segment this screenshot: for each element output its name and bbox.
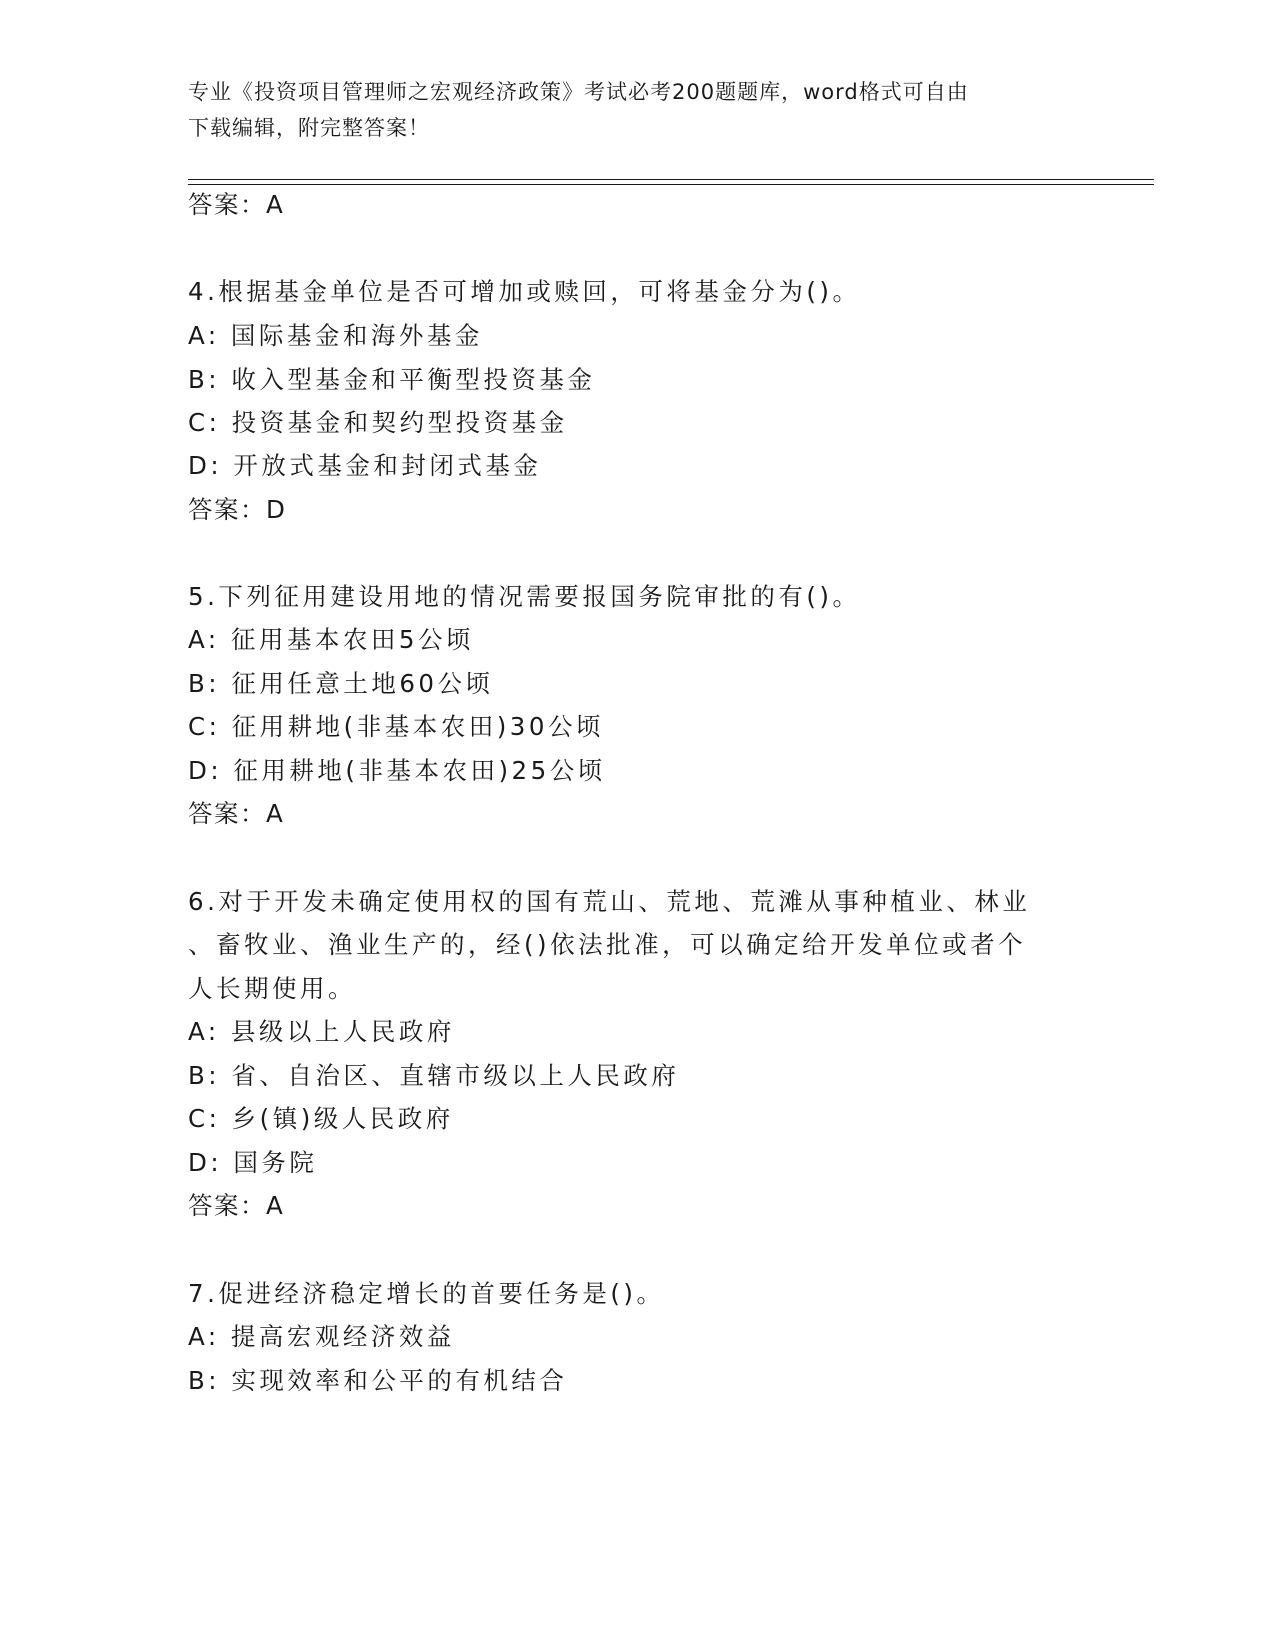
answer-label: 答案：D [188, 495, 287, 524]
header-divider-bottom [188, 184, 1154, 185]
question-stem-line-3: 人长期使用。 [188, 974, 356, 1003]
header-line-1: 专业《投资项目管理师之宏观经济政策》考试必考200题题库，word格式可自由 [188, 80, 969, 104]
question-stem: 7.促进经济稳定增长的首要任务是()。 [188, 1279, 665, 1308]
option-b: B: 征用任意土地60公顷 [188, 669, 494, 698]
question-stem: 4.根据基金单位是否可增加或赎回，可将基金分为()。 [188, 277, 861, 306]
option-b: B: 收入型基金和平衡型投资基金 [188, 365, 596, 394]
option-d: D: 开放式基金和封闭式基金 [188, 451, 542, 480]
option-a: A: 征用基本农田5公顷 [188, 625, 474, 654]
question-stem-line-2: 、畜牧业、渔业生产的，经()依法批准，可以确定给开发单位或者个 [188, 930, 1027, 959]
option-b: B: 实现效率和公平的有机结合 [188, 1366, 568, 1395]
option-b: B: 省、自治区、直辖市级以上人民政府 [188, 1061, 680, 1090]
header-divider-top [188, 179, 1154, 180]
answer-label: 答案：A [188, 190, 285, 219]
option-c: C: 投资基金和契约型投资基金 [188, 408, 568, 437]
option-a: A: 提高宏观经济效益 [188, 1322, 455, 1351]
option-c: C: 乡(镇)级人民政府 [188, 1104, 454, 1133]
document-header [188, 74, 1088, 146]
option-d: D: 征用耕地(非基本农田)25公顷 [188, 756, 606, 785]
option-a: A: 国际基金和海外基金 [188, 321, 483, 350]
option-a: A: 县级以上人民政府 [188, 1017, 455, 1046]
answer-label: 答案：A [188, 799, 285, 828]
header-line-2: 下载编辑，附完整答案！ [188, 116, 430, 140]
question-stem-line-1: 6.对于开发未确定使用权的国有荒山、荒地、荒滩从事种植业、林业 [188, 887, 1031, 916]
option-d: D: 国务院 [188, 1148, 318, 1177]
option-c: C: 征用耕地(非基本农田)30公顷 [188, 712, 604, 741]
question-stem: 5.下列征用建设用地的情况需要报国务院审批的有()。 [188, 582, 861, 611]
answer-label: 答案：A [188, 1191, 285, 1220]
